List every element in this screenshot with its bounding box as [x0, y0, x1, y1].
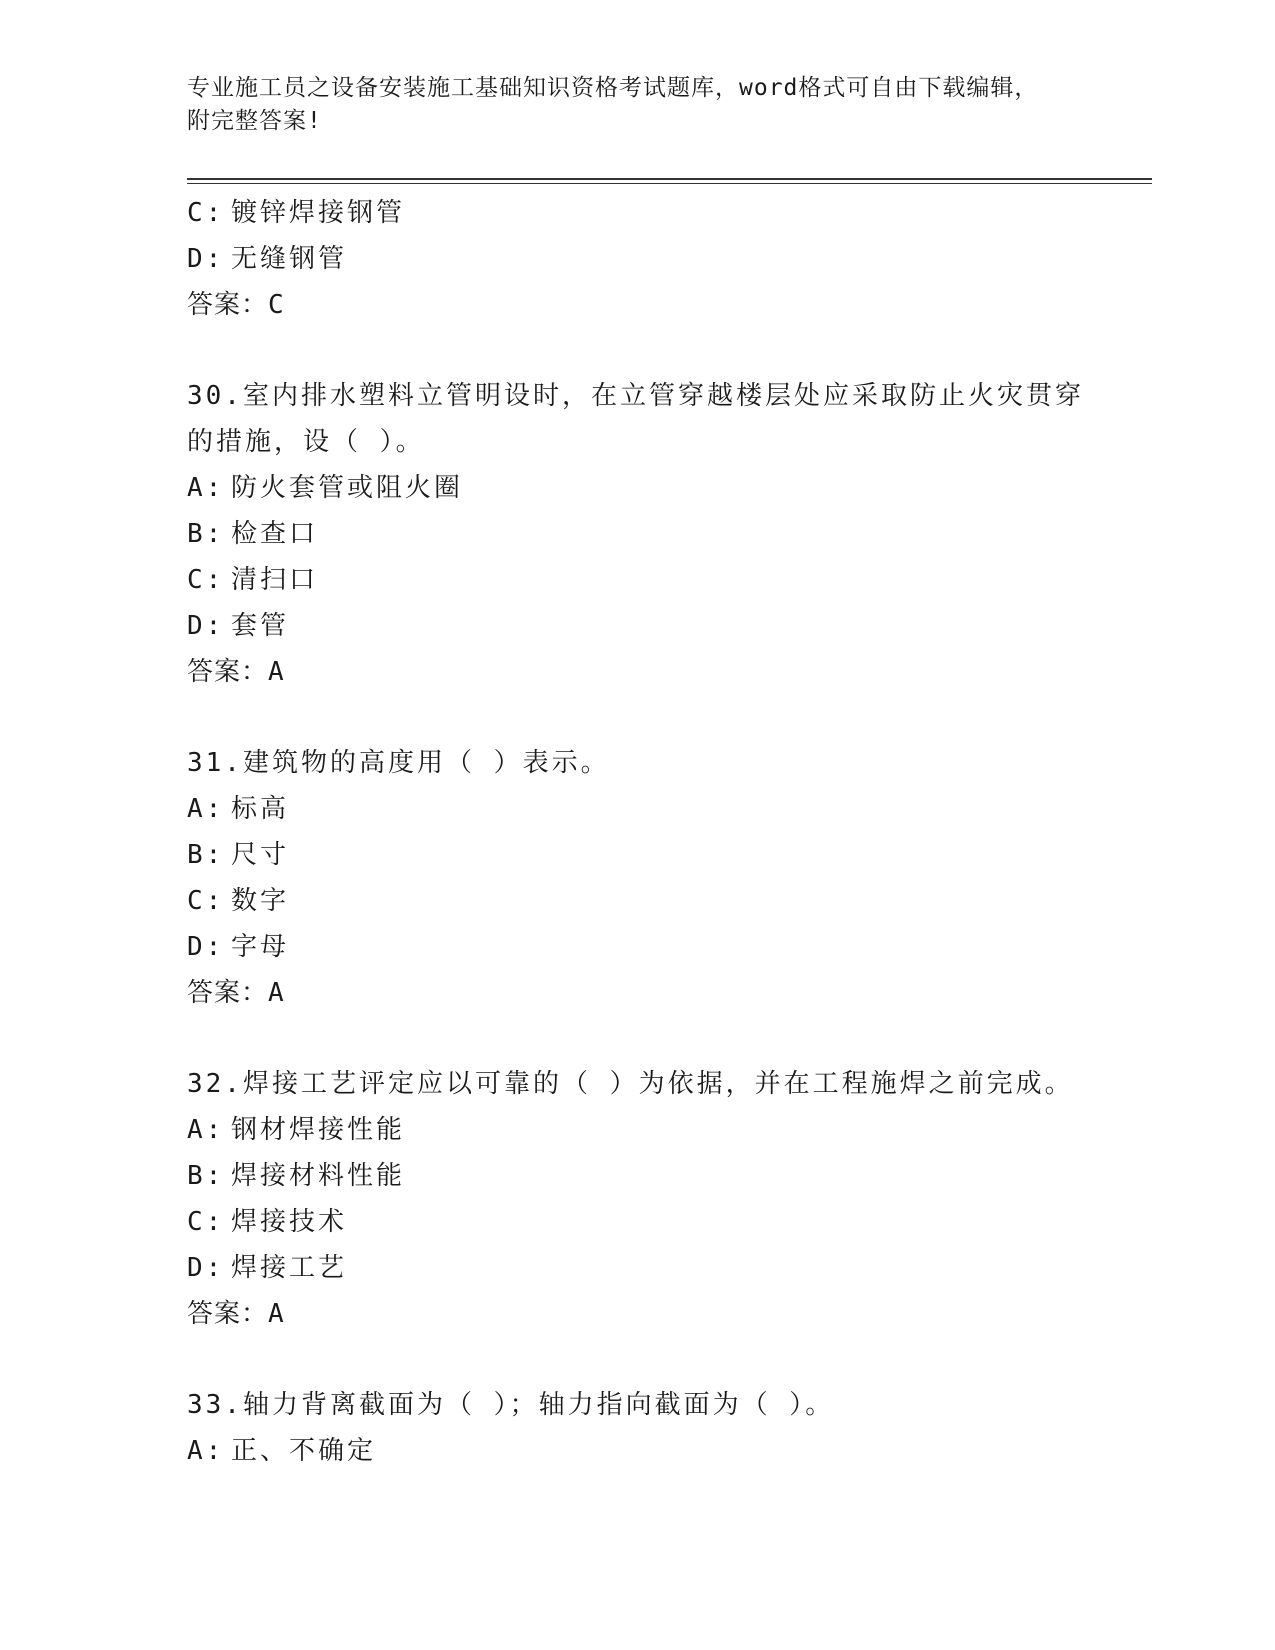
option-text: 字母 — [231, 932, 290, 962]
option-text: 套管 — [231, 611, 290, 641]
option-line — [187, 557, 1137, 603]
option-letter: D: — [187, 611, 225, 641]
answer-line: 答案：C — [187, 290, 285, 320]
option-letter: D: — [187, 1253, 225, 1283]
option-line — [187, 1153, 1137, 1199]
option-text: 正、不确定 — [231, 1436, 377, 1466]
option-letter: C: — [187, 198, 225, 228]
question-stem: 32.焊接工艺评定应以可靠的（ ）为依据，并在工程施焊之前完成。 — [187, 1069, 1074, 1099]
question-list — [187, 190, 1137, 1474]
option-letter: B: — [187, 1161, 225, 1191]
option-line — [187, 1107, 1137, 1153]
option-letter: C: — [187, 1207, 225, 1237]
header-rule-thick — [187, 178, 1152, 180]
spacer — [187, 328, 1137, 373]
option-line — [187, 190, 1137, 236]
header-rule-thin — [187, 183, 1152, 184]
option-letter: A: — [187, 473, 225, 503]
question-33 — [187, 1382, 1137, 1474]
option-line — [187, 878, 1137, 924]
question-stem: 33.轴力背离截面为（ ）；轴力指向截面为（ ）。 — [187, 1390, 835, 1420]
question-stem: 31.建筑物的高度用（ ）表示。 — [187, 748, 610, 778]
option-text: 镀锌焊接钢管 — [231, 198, 406, 228]
question-31 — [187, 740, 1137, 1016]
answer-line: 答案：A — [187, 1299, 285, 1329]
option-letter: D: — [187, 932, 225, 962]
option-letter: A: — [187, 1115, 225, 1145]
option-text: 焊接工艺 — [231, 1253, 348, 1283]
option-line — [187, 832, 1137, 878]
option-line — [187, 1428, 1137, 1474]
option-letter: A: — [187, 794, 225, 824]
option-letter: A: — [187, 1436, 225, 1466]
option-line — [187, 1199, 1137, 1245]
option-text: 防火套管或阻火圈 — [231, 473, 464, 503]
option-letter: D: — [187, 244, 225, 274]
option-line — [187, 924, 1137, 970]
answer-line: 答案：A — [187, 657, 285, 687]
option-line — [187, 511, 1137, 557]
spacer — [187, 1016, 1137, 1061]
spacer — [187, 1337, 1137, 1382]
answer-line: 答案：A — [187, 978, 285, 1008]
header-line-1: 专业施工员之设备安装施工基础知识资格考试题库，word格式可自由下载编辑， — [187, 75, 1039, 101]
option-line — [187, 786, 1137, 832]
option-text: 无缝钢管 — [231, 244, 348, 274]
option-text: 检查口 — [231, 519, 319, 549]
spacer — [187, 695, 1137, 740]
question-stem: 的措施，设（ ）。 — [187, 427, 425, 457]
option-letter: C: — [187, 886, 225, 916]
option-line — [187, 603, 1137, 649]
option-line — [187, 1245, 1137, 1291]
option-line — [187, 236, 1137, 282]
option-text: 标高 — [231, 794, 290, 824]
question-32 — [187, 1061, 1137, 1337]
option-text: 尺寸 — [231, 840, 290, 870]
question-stem: 30.室内排水塑料立管明设时，在立管穿越楼层处应采取防止火灾贯穿 — [187, 381, 1084, 411]
option-text: 钢材焊接性能 — [231, 1115, 406, 1145]
header-line-2: 附完整答案! — [187, 108, 322, 134]
option-text: 清扫口 — [231, 565, 319, 595]
option-letter: B: — [187, 519, 225, 549]
option-letter: C: — [187, 565, 225, 595]
partial-question — [187, 190, 1137, 328]
option-text: 焊接材料性能 — [231, 1161, 406, 1191]
option-text: 焊接技术 — [231, 1207, 348, 1237]
question-30 — [187, 373, 1137, 695]
document-header — [187, 72, 1087, 138]
option-letter: B: — [187, 840, 225, 870]
option-line — [187, 465, 1137, 511]
option-text: 数字 — [231, 886, 290, 916]
